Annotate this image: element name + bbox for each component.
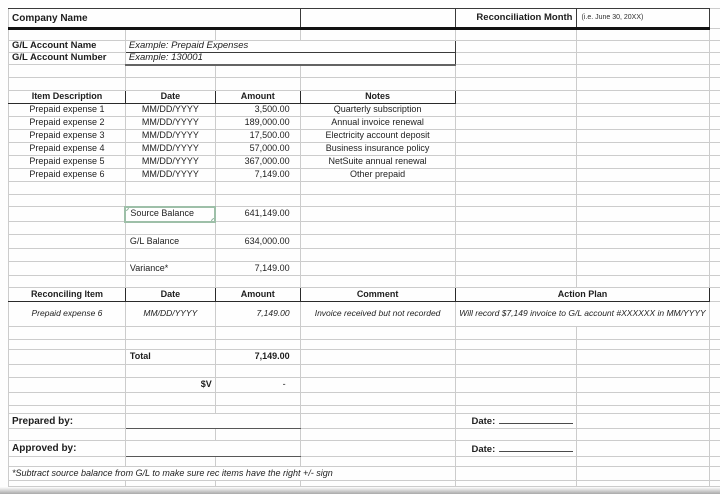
gl-account-number-field[interactable]: Example: 130001 <box>125 53 455 65</box>
expense-date-cell[interactable]: MM/DD/YYYY <box>125 117 215 130</box>
total-value[interactable]: 7,149.00 <box>215 350 300 365</box>
selection-handle-bottom-right[interactable] <box>211 218 215 222</box>
rec-table-header-row <box>9 288 720 302</box>
rec-amount-cell[interactable]: 7,149.00 <box>215 302 300 327</box>
gl-account-name-label: G/L Account Name <box>9 41 126 53</box>
expense-item-cell[interactable]: Prepaid expense 2 <box>9 117 126 130</box>
date-line[interactable] <box>499 442 573 452</box>
rec-item-cell[interactable]: Prepaid expense 6 <box>9 302 126 327</box>
expense-note-cell[interactable]: Business insurance policy <box>300 143 455 156</box>
check-label: $V <box>125 378 215 393</box>
expense-table-header-row <box>9 91 720 104</box>
prepared-by-label: Prepared by: <box>9 414 126 429</box>
title-empty-cell <box>300 9 455 29</box>
prepared-by-signature-line[interactable] <box>125 414 300 429</box>
date-label: Date: <box>471 416 496 428</box>
gl-balance-value[interactable]: 634,000.00 <box>215 235 300 249</box>
approved-by-signature-line[interactable] <box>125 441 300 457</box>
expense-date-cell[interactable]: MM/DD/YYYY <box>125 104 215 117</box>
date-label: Date: <box>471 443 496 455</box>
rec-action-plan-cell[interactable]: Will record $7,149 invoice to G/L account #XXXXXX in MM/YYYY <box>455 302 710 327</box>
rec-header-comment: Comment <box>300 288 455 302</box>
expense-date-cell[interactable]: MM/DD/YYYY <box>125 169 215 182</box>
expense-amount-cell[interactable]: 367,000.00 <box>215 156 300 169</box>
expense-header-item: Item Description <box>9 91 126 104</box>
gl-balance-label: G/L Balance <box>125 235 215 249</box>
variance-label: Variance* <box>125 262 215 276</box>
expense-note-cell[interactable]: Electricity account deposit <box>300 130 455 143</box>
gl-account-name-field[interactable]: Example: Prepaid Expenses <box>125 41 455 53</box>
check-value[interactable]: - <box>215 378 300 393</box>
selection-handle-top-left[interactable] <box>125 207 129 211</box>
date-line[interactable] <box>499 414 573 424</box>
expense-row <box>9 117 720 130</box>
reconciliation-month-hint[interactable]: (i.e. June 30, 20XX) <box>577 9 710 29</box>
expense-amount-cell[interactable]: 7,149.00 <box>215 169 300 182</box>
expense-note-cell[interactable]: NetSuite annual renewal <box>300 156 455 169</box>
rec-header-item: Reconciling Item <box>9 288 126 302</box>
total-label: Total <box>125 350 215 365</box>
expense-note-cell[interactable]: Other prepaid <box>300 169 455 182</box>
reconciliation-month-label: Reconciliation Month <box>455 9 577 29</box>
expense-item-cell[interactable]: Prepaid expense 6 <box>9 169 126 182</box>
expense-header-notes: Notes <box>300 91 455 104</box>
expense-row <box>9 104 720 117</box>
expense-amount-cell[interactable]: 17,500.00 <box>215 130 300 143</box>
source-balance-cell-selected[interactable] <box>125 207 215 222</box>
expense-item-cell[interactable]: Prepaid expense 4 <box>9 143 126 156</box>
expense-row <box>9 143 720 156</box>
expense-date-cell[interactable]: MM/DD/YYYY <box>125 143 215 156</box>
rec-header-action-plan: Action Plan <box>455 288 710 302</box>
expense-amount-cell[interactable]: 57,000.00 <box>215 143 300 156</box>
rec-header-amount: Amount <box>215 288 300 302</box>
expense-note-cell[interactable]: Quarterly subscription <box>300 104 455 117</box>
expense-amount-cell[interactable]: 189,000.00 <box>215 117 300 130</box>
expense-header-amount: Amount <box>215 91 300 104</box>
expense-amount-cell[interactable]: 3,500.00 <box>215 104 300 117</box>
rec-date-cell[interactable]: MM/DD/YYYY <box>125 302 215 327</box>
source-balance-label: Source Balance <box>130 208 194 219</box>
expense-note-cell[interactable]: Annual invoice renewal <box>300 117 455 130</box>
photo-bottom-edge <box>0 487 720 494</box>
expense-item-cell[interactable]: Prepaid expense 5 <box>9 156 126 169</box>
gl-account-number-label: G/L Account Number <box>9 53 126 65</box>
variance-value[interactable]: 7,149.00 <box>215 262 300 276</box>
expense-date-cell[interactable]: MM/DD/YYYY <box>125 156 215 169</box>
footnote-text: *Subtract source balance from G/L to make sure rec items have the right +/- sign <box>9 467 456 481</box>
expense-header-date: Date <box>125 91 215 104</box>
approved-date-cell[interactable] <box>455 441 577 457</box>
prepared-date-cell[interactable] <box>455 414 577 429</box>
rec-comment-cell[interactable]: Invoice received but not recorded <box>300 302 455 327</box>
approved-by-label: Approved by: <box>9 441 126 457</box>
expense-row <box>9 169 720 182</box>
rec-row <box>9 302 720 327</box>
expense-date-cell[interactable]: MM/DD/YYYY <box>125 130 215 143</box>
sheet-grid <box>8 8 720 487</box>
expense-row <box>9 156 720 169</box>
company-name-label: Company Name <box>9 9 301 29</box>
source-balance-value[interactable]: 641,149.00 <box>215 207 300 222</box>
expense-row <box>9 130 720 143</box>
expense-item-cell[interactable]: Prepaid expense 1 <box>9 104 126 117</box>
expense-item-cell[interactable]: Prepaid expense 3 <box>9 130 126 143</box>
rec-header-date: Date <box>125 288 215 302</box>
